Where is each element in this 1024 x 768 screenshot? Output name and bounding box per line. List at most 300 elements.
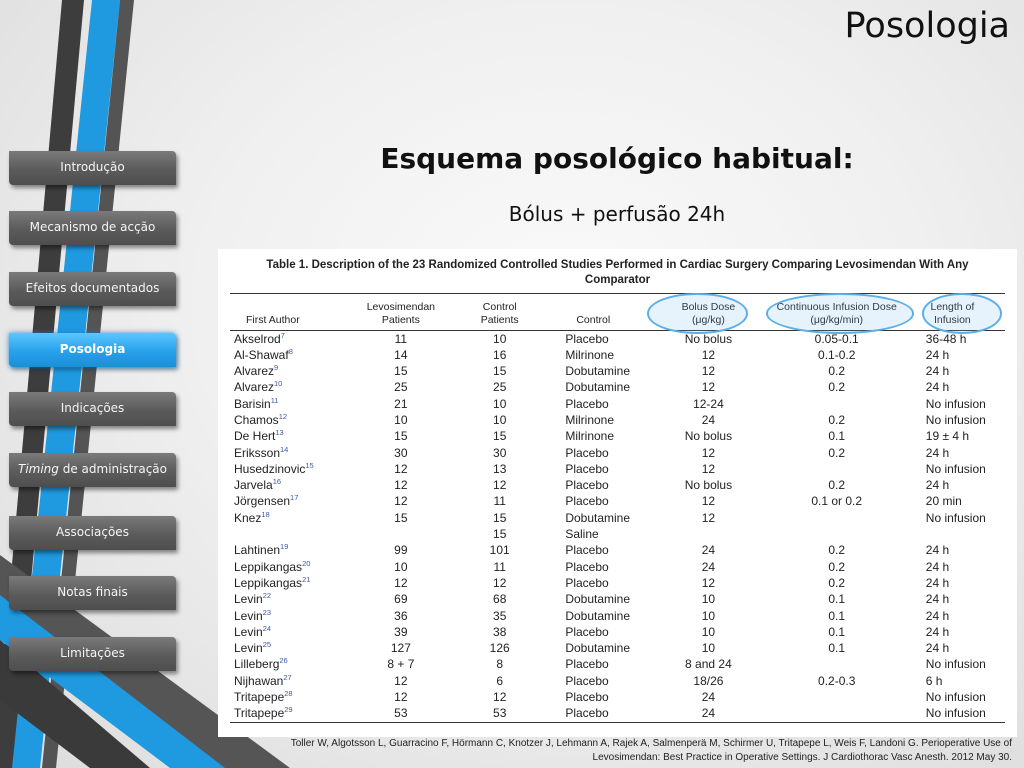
nav-item-efeitos[interactable] <box>9 272 176 306</box>
cell-control-patients <box>456 673 543 689</box>
nav-item-label: Notas finais <box>57 585 128 600</box>
cell-bolus-dose <box>643 689 773 705</box>
nav-item-indicacoes[interactable] <box>9 392 176 426</box>
cell-first-author-text: Lahtinen <box>234 543 281 558</box>
nav-item-label: Posologia <box>59 342 126 357</box>
cell-levo-patients <box>346 689 456 705</box>
cell-levo-patients-text: 15 <box>394 510 408 525</box>
cell-control-patients-text: 15 <box>493 527 507 542</box>
cell-infusion-dose <box>774 379 900 395</box>
header-text: Length of <box>930 300 975 313</box>
cell-control <box>543 591 643 607</box>
header-bolus-dose <box>643 294 773 330</box>
cell-first-author-text: Husedzinovic <box>234 461 306 476</box>
cell-first-author-text: Levin <box>234 641 263 656</box>
cell-levo-patients <box>346 575 456 591</box>
cell-bolus-dose <box>643 347 773 363</box>
cell-length <box>900 526 1005 542</box>
cell-control-patients-text: 10 <box>493 331 507 346</box>
cell-first-author <box>230 461 346 477</box>
cell-levo-patients-text: 8 + 7 <box>387 657 415 672</box>
cell-bolus-dose <box>643 428 773 444</box>
cell-control-patients-text: 16 <box>493 347 507 362</box>
cell-levo-patients-text: 15 <box>394 429 408 444</box>
cell-control-text: Placebo <box>565 624 609 639</box>
cell-control-patients <box>456 559 543 575</box>
cell-levo-patients-text: 12 <box>394 673 408 688</box>
cell-bolus-dose-text: 24 <box>701 559 716 574</box>
nav-item-label: Limitações <box>60 646 125 661</box>
cell-first-author-text: Tritapepe <box>234 706 285 721</box>
cell-control-text: Placebo <box>565 657 609 672</box>
cell-control-text: Dobutamine <box>565 608 631 623</box>
cell-first-author <box>230 705 346 722</box>
cell-bolus-dose <box>643 575 773 591</box>
table-row <box>230 689 1005 705</box>
cell-control-patients <box>456 640 543 656</box>
cell-control <box>543 347 643 363</box>
cell-levo-patients <box>346 396 456 412</box>
section-heading: Esquema posológico habitual: <box>380 142 854 175</box>
table-row <box>230 559 1005 575</box>
cell-length <box>900 608 1005 624</box>
cell-levo-patients-text: 12 <box>394 461 408 476</box>
cell-length-text: No infusion <box>925 510 986 525</box>
cell-first-author <box>230 608 346 624</box>
header-text: Bolus Dose <box>681 300 736 313</box>
cell-length-text: 19 ± 4 h <box>925 429 970 444</box>
cell-control-patients <box>456 363 543 379</box>
table-row <box>230 510 1005 526</box>
cell-first-author <box>230 640 346 656</box>
cell-length-text: 24 h <box>925 347 950 362</box>
reference-number: 18 <box>261 509 270 519</box>
reference-number: 19 <box>280 542 289 552</box>
table-row <box>230 640 1005 656</box>
cell-first-author-text: Leppikangas <box>234 559 303 574</box>
table-row <box>230 461 1005 477</box>
cell-control-patients <box>456 689 543 705</box>
nav-item-limitacoes[interactable] <box>9 637 176 671</box>
cell-length-text: 24 h <box>925 641 950 656</box>
reference-number: 23 <box>262 607 272 617</box>
cell-infusion-dose <box>774 445 900 461</box>
cell-bolus-dose-text: 12 <box>701 510 716 525</box>
cell-control-patients <box>456 445 543 461</box>
table-caption: Table 1. Description of the 23 Randomized Controlled Studies Performed in Cardiac Surgery Comparing Levosimendan With Any Comparator <box>266 259 969 286</box>
cell-length-text: 24 h <box>925 624 950 639</box>
cell-control-patients-text: 10 <box>493 412 507 427</box>
cell-bolus-dose-text: No bolus <box>684 429 733 444</box>
cell-levo-patients <box>346 510 456 526</box>
cell-infusion-dose-text: 0.1 <box>828 429 846 444</box>
cell-infusion-dose <box>774 559 900 575</box>
reference-number: 28 <box>284 689 293 699</box>
cell-levo-patients-text: 10 <box>394 412 408 427</box>
cell-bolus-dose-text: No bolus <box>684 331 733 346</box>
cell-length <box>900 624 1005 640</box>
nav-item-label: Mecanismo de acção <box>29 220 156 235</box>
cell-infusion-dose-text: 0.1 <box>828 592 846 607</box>
cell-length <box>900 559 1005 575</box>
cell-control <box>543 379 643 395</box>
cell-length-text: 24 h <box>925 608 950 623</box>
nav-item-associacoes[interactable] <box>9 516 176 550</box>
cell-length <box>900 575 1005 591</box>
cell-bolus-dose-text: 24 <box>701 706 716 721</box>
cell-length-text: No infusion <box>925 657 986 672</box>
cell-length-text: 6 h <box>925 673 943 688</box>
cell-length <box>900 412 1005 428</box>
cell-infusion-dose-text: 0.2 <box>828 478 846 493</box>
cell-levo-patients <box>346 363 456 379</box>
cell-length <box>900 510 1005 526</box>
cell-first-author <box>230 591 346 607</box>
cell-bolus-dose <box>643 493 773 509</box>
cell-bolus-dose-text: 12 <box>701 380 716 395</box>
cell-control <box>543 542 643 558</box>
cell-bolus-dose-text: 18/26 <box>693 673 724 688</box>
cell-levo-patients-text: 12 <box>394 575 408 590</box>
cell-control-patients <box>456 608 543 624</box>
cell-first-author <box>230 412 346 428</box>
cell-length-text: No infusion <box>925 690 986 705</box>
cell-bolus-dose-text: 24 <box>701 412 716 427</box>
cell-length <box>900 640 1005 656</box>
table-body <box>230 330 1005 722</box>
table-row <box>230 608 1005 624</box>
cell-levo-patients <box>346 559 456 575</box>
cell-infusion-dose <box>774 510 900 526</box>
cell-first-author <box>230 559 346 575</box>
reference-number: 26 <box>279 656 288 666</box>
cell-bolus-dose-text: 12 <box>701 575 716 590</box>
cell-bolus-dose-text: 24 <box>701 543 716 558</box>
header-text: First Author <box>246 313 300 326</box>
cell-control-text: Placebo <box>565 396 609 411</box>
cell-infusion-dose-text: 0.2 <box>828 543 846 558</box>
cell-levo-patients <box>346 379 456 395</box>
cell-control-text: Placebo <box>565 575 609 590</box>
nav-item-introducao[interactable] <box>9 151 176 185</box>
cell-levo-patients <box>346 624 456 640</box>
cell-bolus-dose <box>643 363 773 379</box>
study-table <box>230 294 1005 723</box>
slide-title: Posologia <box>844 6 1010 46</box>
cell-control <box>543 461 643 477</box>
cell-levo-patients <box>346 347 456 363</box>
cell-bolus-dose <box>643 510 773 526</box>
cell-levo-patients <box>346 493 456 509</box>
cell-infusion-dose-text: 0.1-0.2 <box>818 347 856 362</box>
cell-control <box>543 575 643 591</box>
cell-first-author <box>230 428 346 444</box>
cell-control-patients <box>456 526 543 542</box>
cell-control-text: Placebo <box>565 690 609 705</box>
cell-infusion-dose <box>774 640 900 656</box>
cell-control-text: Dobutamine <box>565 510 631 525</box>
cell-control-patients <box>456 347 543 363</box>
cell-infusion-dose-text: 0.2 <box>828 575 846 590</box>
cell-control-patients-text: 6 <box>496 673 504 688</box>
cell-infusion-dose <box>774 477 900 493</box>
cell-bolus-dose <box>643 624 773 640</box>
cell-infusion-dose <box>774 624 900 640</box>
cell-levo-patients <box>346 445 456 461</box>
cell-bolus-dose-text: 10 <box>701 641 716 656</box>
cell-length <box>900 396 1005 412</box>
nav-item-label: Indicações <box>60 401 125 416</box>
cell-bolus-dose-text: 10 <box>701 592 716 607</box>
table-row <box>230 428 1005 444</box>
cell-control-patients-text: 38 <box>493 624 507 639</box>
cell-control-patients <box>456 542 543 558</box>
cell-first-author <box>230 542 346 558</box>
nav-item-notas-finais[interactable] <box>9 576 176 610</box>
cell-infusion-dose <box>774 461 900 477</box>
cell-length <box>900 330 1005 347</box>
cell-control-patients <box>456 705 543 722</box>
cell-control-patients-text: 15 <box>493 364 507 379</box>
cell-control-patients-text: 8 <box>496 657 504 672</box>
cell-control <box>543 363 643 379</box>
cell-control <box>543 526 643 542</box>
cell-infusion-dose-text: 0.1 <box>828 624 846 639</box>
cell-bolus-dose <box>643 608 773 624</box>
table-row <box>230 591 1005 607</box>
cell-first-author-text: Al-Shawaf <box>234 347 289 362</box>
header-infusion-dose <box>774 294 900 330</box>
cell-first-author-text: Akselrod <box>234 331 281 346</box>
cell-infusion-dose-text: 0.2 <box>828 412 846 427</box>
cell-bolus-dose <box>643 379 773 395</box>
table-row <box>230 363 1005 379</box>
cell-first-author-text: Barisin <box>234 396 271 411</box>
cell-length-text: 24 h <box>925 478 950 493</box>
reference-number: 29 <box>284 705 293 715</box>
cell-length <box>900 445 1005 461</box>
cell-length-text: No infusion <box>925 396 986 411</box>
cell-control-patients-text: 68 <box>493 592 507 607</box>
nav-item-mecanismo[interactable] <box>9 211 176 245</box>
cell-levo-patients <box>346 591 456 607</box>
cell-infusion-dose <box>774 428 900 444</box>
cell-infusion-dose-text: 0.2 <box>828 559 846 574</box>
cell-levo-patients <box>346 608 456 624</box>
nav-item-label: Efeitos documentados <box>25 281 160 296</box>
header-text: Control <box>482 300 517 313</box>
cell-control-patients-text: 35 <box>493 608 507 623</box>
cell-control-text: Milrinone <box>565 412 615 427</box>
header-length <box>900 294 1005 330</box>
cell-infusion-dose-text: 0.1 <box>828 608 846 623</box>
cell-first-author <box>230 363 346 379</box>
cell-control-text: Placebo <box>565 478 609 493</box>
cell-infusion-dose-text: 0.05-0.1 <box>814 331 859 346</box>
cell-levo-patients-text: 12 <box>394 478 408 493</box>
header-first-author <box>230 294 346 330</box>
cell-control <box>543 640 643 656</box>
cell-infusion-dose <box>774 608 900 624</box>
reference-number: 12 <box>278 411 288 421</box>
cell-levo-patients <box>346 640 456 656</box>
header-text: Patients <box>381 313 420 326</box>
nav-item-label <box>18 462 167 478</box>
cell-first-author-text: Chamos <box>234 412 279 427</box>
cell-control-patients <box>456 412 543 428</box>
cell-infusion-dose <box>774 363 900 379</box>
table-row <box>230 330 1005 347</box>
cell-control <box>543 412 643 428</box>
header-text: (μg/kg) <box>691 313 725 326</box>
cell-control-patients-text: 30 <box>493 445 507 460</box>
cell-first-author-text: Levin <box>234 624 263 639</box>
cell-infusion-dose-text: 0.1 or 0.2 <box>811 494 863 509</box>
cell-length-text: 24 h <box>925 592 950 607</box>
cell-control-text: Placebo <box>565 445 609 460</box>
cell-control-text: Dobutamine <box>565 592 631 607</box>
cell-bolus-dose <box>643 542 773 558</box>
nav-item-label: Introdução <box>60 160 125 175</box>
cell-control <box>543 510 643 526</box>
cell-infusion-dose <box>774 347 900 363</box>
cell-levo-patients-text: 11 <box>394 331 408 346</box>
cell-bolus-dose-text: 12 <box>701 461 716 476</box>
reference-number: 22 <box>262 591 272 601</box>
cell-length <box>900 428 1005 444</box>
cell-first-author <box>230 656 346 672</box>
cell-first-author <box>230 689 346 705</box>
cell-control-patients <box>456 493 543 509</box>
cell-levo-patients-text: 99 <box>394 543 408 558</box>
cell-control-patients <box>456 656 543 672</box>
cell-infusion-dose <box>774 396 900 412</box>
cell-levo-patients-text: 53 <box>394 706 408 721</box>
cell-levo-patients-text: 25 <box>394 380 408 395</box>
cell-control <box>543 330 643 347</box>
cell-first-author-text: Alvarez <box>234 380 275 395</box>
cell-control <box>543 559 643 575</box>
header-text: Levosimendan <box>366 300 435 313</box>
cell-control-patients <box>456 379 543 395</box>
section-subheading: Bólus + perfusão 24h <box>508 202 726 226</box>
header-text: Continuous Infusion Dose <box>776 300 897 313</box>
cell-first-author <box>230 510 346 526</box>
cell-control-text: Placebo <box>565 559 609 574</box>
header-text: Control <box>576 313 611 326</box>
table-row <box>230 477 1005 493</box>
cell-first-author-text: Levin <box>234 608 263 623</box>
cell-control-patients <box>456 396 543 412</box>
nav-item-label-rest: de administração <box>58 462 168 477</box>
cell-infusion-dose <box>774 705 900 722</box>
cell-control-patients-text: 15 <box>493 429 507 444</box>
table-header-row <box>230 294 1005 330</box>
cell-control <box>543 445 643 461</box>
reference-number: 9 <box>274 363 279 373</box>
cell-first-author-text: Jörgensen <box>234 494 291 509</box>
cell-control-patients-text: 101 <box>489 543 510 558</box>
cell-length-text: No infusion <box>925 412 986 427</box>
cell-control-patients-text: 126 <box>489 641 510 656</box>
cell-bolus-dose-text: No bolus <box>684 478 733 493</box>
cell-control-patients-text: 25 <box>493 380 507 395</box>
cell-control-patients-text: 11 <box>493 494 506 509</box>
reference-number: 20 <box>302 558 311 568</box>
cell-control <box>543 493 643 509</box>
cell-control-patients <box>456 575 543 591</box>
cell-first-author-text: Nijhawan <box>234 673 284 688</box>
cell-infusion-dose <box>774 673 900 689</box>
cell-control-text: Saline <box>565 527 599 542</box>
cell-control <box>543 705 643 722</box>
cell-length <box>900 477 1005 493</box>
table-row <box>230 575 1005 591</box>
cell-control-text: Placebo <box>565 461 609 476</box>
cell-first-author <box>230 575 346 591</box>
cell-control-patients <box>456 428 543 444</box>
cell-first-author <box>230 673 346 689</box>
cell-length <box>900 591 1005 607</box>
cell-levo-patients-text: 127 <box>390 641 411 656</box>
cell-bolus-dose-text: 8 and 24 <box>685 657 732 672</box>
cell-length-text: 24 h <box>925 543 950 558</box>
header-control-patients <box>456 294 543 330</box>
header-control <box>543 294 643 330</box>
cell-length-text: 24 h <box>925 559 950 574</box>
table-row <box>230 656 1005 672</box>
reference-number: 17 <box>290 493 299 503</box>
cell-bolus-dose-text: 12 <box>701 347 716 362</box>
cell-bolus-dose <box>643 526 773 542</box>
cell-levo-patients-text: 39 <box>394 624 408 639</box>
cell-first-author-text: Leppikangas <box>234 575 303 590</box>
reference-number: 16 <box>272 477 282 487</box>
cell-levo-patients-text: 30 <box>394 445 408 460</box>
cell-length <box>900 673 1005 689</box>
reference-number: 24 <box>262 623 272 633</box>
nav-item-posologia[interactable] <box>9 333 176 367</box>
cell-bolus-dose <box>643 705 773 722</box>
cell-control-patients-text: 12 <box>493 575 507 590</box>
cell-control <box>543 608 643 624</box>
cell-control-text: Dobutamine <box>565 364 631 379</box>
cell-bolus-dose <box>643 656 773 672</box>
cell-length-text: No infusion <box>925 461 986 476</box>
cell-control-text: Placebo <box>565 673 609 688</box>
cell-infusion-dose-text: 0.1 <box>828 641 846 656</box>
cell-control-patients-text: 53 <box>493 706 507 721</box>
cell-bolus-dose <box>643 640 773 656</box>
header-text: (μg/kg/min) <box>810 313 864 326</box>
cell-bolus-dose <box>643 559 773 575</box>
nav-item-timing[interactable] <box>9 453 176 487</box>
cell-bolus-dose-text: 10 <box>701 624 716 639</box>
cell-infusion-dose-text: 0.2 <box>828 380 846 395</box>
cell-infusion-dose <box>774 542 900 558</box>
cell-length-text: 20 min <box>925 494 962 509</box>
cell-first-author-text: Tritapepe <box>234 690 285 705</box>
cell-infusion-dose <box>774 526 900 542</box>
cell-control-text: Placebo <box>565 494 609 509</box>
table-row <box>230 705 1005 722</box>
cell-control-text: Milrinone <box>565 347 615 362</box>
cell-levo-patients <box>346 330 456 347</box>
cell-first-author-text: Knez <box>234 510 262 525</box>
cell-levo-patients-text: 10 <box>394 559 408 574</box>
cell-length <box>900 656 1005 672</box>
cell-levo-patients <box>346 673 456 689</box>
